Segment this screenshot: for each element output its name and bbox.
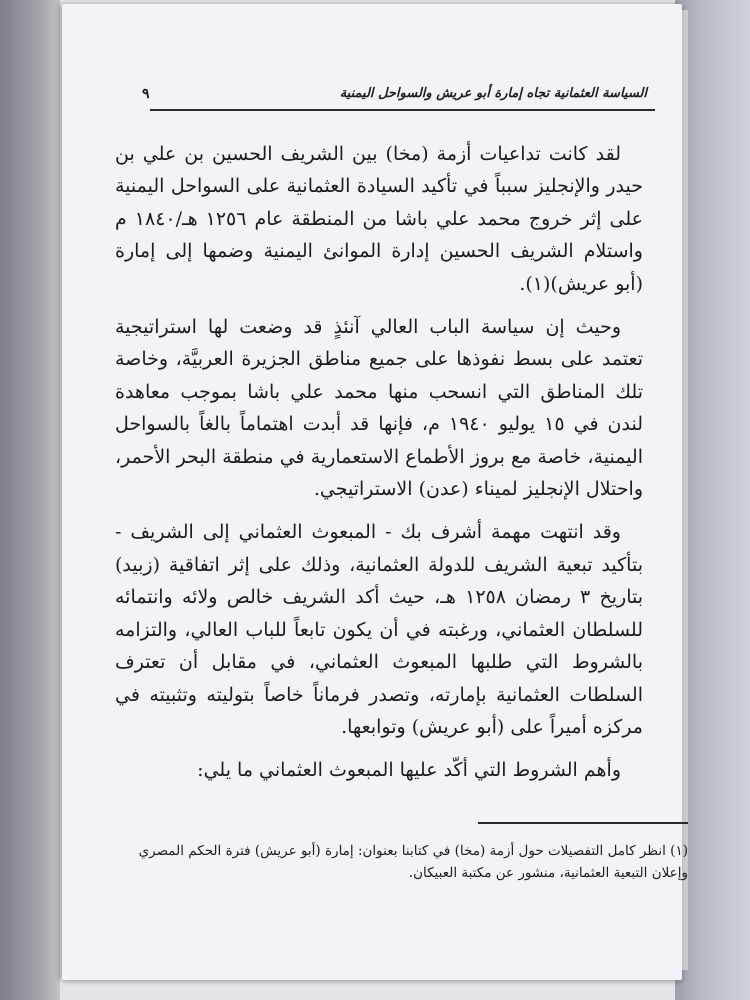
footnote-line: وإعلان التبعية العثمانية، منشور عن مكتبة العبيكان.: [408, 865, 688, 881]
book-spine-shadow: [0, 0, 60, 1000]
footnote: [110, 840, 688, 884]
paragraph: وأهم الشروط التي أكّد عليها المبعوث العثماني ما يلي:: [197, 759, 621, 782]
body-text: [115, 138, 643, 787]
page-edge: [682, 10, 688, 970]
page-number: ٩: [142, 86, 150, 102]
running-header-title: السياسة العثمانية تجاه إمارة أبو عريش والسواحل اليمنية: [339, 86, 647, 101]
paragraph: وقد انتهت مهمة أشرف بك - المبعوث العثماني إلى الشريف - بتأكيد تبعية الشريف للدولة العثمانية، وذلك على إثر اتفاقية (زبيد) بتاريخ ٣ رمضان ١٢٥٨ هـ، حيث أكد الشريف خالص ولائه وانتمائه للسلطان العثماني، ورغبته في أن يكون تابعاً للباب العالي، والتزامه بالشروط التي طلبها المبعوث العثماني، في مقابل أن تعترف السلطات العثمانية بإمارته، وتصدر فرماناً خاصاً بتوليته وتثبيته في مركزه أميراً على (أبو عريش) وتوابعها.: [115, 521, 643, 738]
running-header: [90, 86, 655, 108]
footnote-line: (١) انظر كامل التفصيلات حول أزمة (مخا) في كتابنا بعنوان: إمارة (أبو عريش) فترة الحكم المصري: [138, 843, 688, 859]
footnote-rule: [478, 822, 688, 824]
paragraph: وحيث إن سياسة الباب العالي آنئذٍ قد وضعت لها استراتيجية تعتمد على بسط نفوذها على جميع مناطق الجزيرة العربيَّة، وخاصة تلك المناطق التي انسحب منها محمد علي باشا بموجب معاهدة لندن في ١٥ يوليو ١٩٤٠ م، فإنها قد أبدت اهتماماً بالغاً بالسواحل اليمنية، خاصة مع بروز الأطماع الاستعمارية في منطقة البحر الأحمر، واحتلال الإنجليز لميناء (عدن) الاستراتيجي.: [115, 316, 643, 501]
paragraph: لقد كانت تداعيات أزمة (مخا) بين الشريف الحسين بن علي بن حيدر والإنجليز سبباً في تأكيد السيادة العثمانية على السواحل اليمنية على إثر خروج محمد علي باشا من المنطقة عام ١٢٥٦ هـ/١٨٤٠ م واستلام الشريف الحسين إدارة الموانئ اليمنية وضمها إلى إمارة (أبو عريش)(١).: [115, 143, 644, 295]
header-rule: [150, 109, 655, 111]
